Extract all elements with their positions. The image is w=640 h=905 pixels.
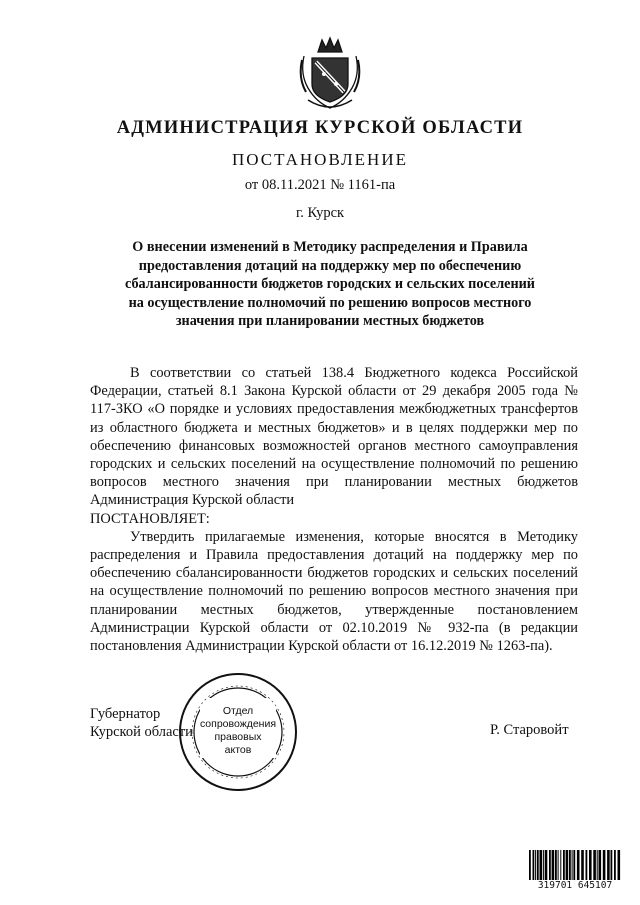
barcode-bar xyxy=(535,850,536,882)
barcode-bar xyxy=(563,850,565,882)
barcode-bar xyxy=(618,850,621,882)
signatory-name: Р. Старовойт xyxy=(490,722,569,738)
barcode-bar xyxy=(549,850,551,882)
barcode-bar xyxy=(540,850,543,882)
stamp-line: правовых xyxy=(214,731,262,743)
barcode-number: 319701 645107 xyxy=(527,880,623,891)
resolves-word: ПОСТАНОВЛЯЕТ: xyxy=(90,510,210,527)
barcode-bar xyxy=(555,850,557,882)
barcode-bar xyxy=(573,850,575,882)
barcode-bar xyxy=(589,850,592,882)
signatory-title-line: Курской области xyxy=(90,724,193,740)
barcode-bar xyxy=(558,850,559,882)
barcode-bar xyxy=(597,850,598,882)
barcode-bar xyxy=(529,850,531,882)
document-date-number: от 08.11.2021 № 1161-па xyxy=(244,177,396,193)
barcode-bar xyxy=(572,850,573,882)
barcode-bar xyxy=(537,850,539,882)
barcode-bar xyxy=(599,850,602,882)
barcode-bar xyxy=(533,850,535,882)
barcode-bar xyxy=(586,850,588,882)
subject-line: сбалансированности бюджетов городских и сельских поселений xyxy=(124,276,535,293)
stamp-line: актов xyxy=(224,744,252,756)
barcode-bar xyxy=(566,850,569,882)
barcode-bar xyxy=(545,850,548,882)
barcode-bar xyxy=(614,850,616,882)
coat-of-arms-emblem xyxy=(298,34,362,112)
organization-title: АДМИНИСТРАЦИЯ КУРСКОЙ ОБЛАСТИ xyxy=(116,118,524,138)
barcode-bar xyxy=(569,850,571,882)
department-stamp xyxy=(176,670,300,794)
document-type: ПОСТАНОВЛЕНИЕ xyxy=(231,150,408,169)
subject-line: значения при планировании местных бюджетов xyxy=(175,313,485,330)
barcode-bar xyxy=(543,850,544,882)
barcode-bar xyxy=(607,850,610,882)
barcode-bar xyxy=(603,850,606,882)
document-subject xyxy=(100,238,560,331)
signatory-title-line: Губернатор xyxy=(90,706,161,722)
barcode-bar xyxy=(611,850,613,882)
document-body xyxy=(90,364,578,655)
barcode-bar xyxy=(593,850,596,882)
barcode-bar xyxy=(577,850,580,882)
subject-line: предоставления дотаций на поддержку мер по обеспечению xyxy=(138,257,522,274)
stamp-line: Отдел xyxy=(222,705,254,717)
barcode-bar xyxy=(581,850,584,882)
document-city: г. Курск xyxy=(295,205,345,221)
subject-line: О внесении изменений в Методику распределения и Правила xyxy=(132,239,528,255)
stamp-line: сопровождения xyxy=(199,718,277,730)
barcode-bar xyxy=(560,850,561,882)
body-paragraph-1: В соответствии со статьей 138.4 Бюджетного кодекса Российской Федерации, статьей 8.1 Закона Курской области от 29 декабря 2005 года № 117-ЗКО «О порядке и условиях предоставления межбюджетных трансфертов из областного бюджета и местных бюджетов» и в целях поддержки мер по обеспечению финансовых возможностей органов местного самоуправления городских и сельских поселений на осуществление полномочий по решению вопросов местного значения при планировании местных бюджетов Администрация Курской области xyxy=(90,365,578,509)
body-paragraph-2: Утвердить прилагаемые изменения, которые вносятся в Методику распределения и Правила предоставления дотаций на поддержку мер по обеспечению сбалансированности бюджетов городских и сельских поселений на осуществление полномочий по решению вопросов местного значения при планировании местных бюджетов, утвержденные постановлением Администрации Курской области от 02.10.2019 № 932-па (в редакции постановления Администрации Курской области от 16.12.2019 № 1263-па). xyxy=(90,528,578,655)
subject-line: на осуществление полномочий по решению вопросов местного xyxy=(128,294,532,311)
barcode-bar xyxy=(552,850,555,882)
